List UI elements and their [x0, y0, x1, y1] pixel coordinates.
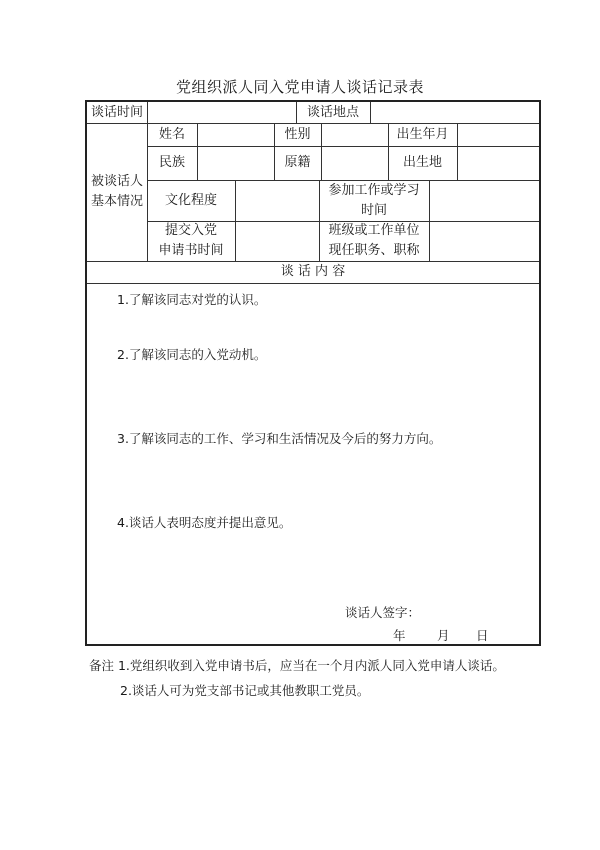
- talk-place-label: 谈话地点: [306, 104, 359, 120]
- note-2: 2.谈话人可为党支部书记或其他教职工党员。: [120, 683, 370, 698]
- work-start-time-label: [319, 180, 429, 221]
- unit-label-line2: 现任职务、职称: [328, 243, 420, 258]
- native-place-field[interactable]: [322, 146, 388, 180]
- interviewee-info-label: [87, 172, 147, 212]
- application-submit-time-field[interactable]: [236, 221, 319, 261]
- unit-position-field[interactable]: [430, 221, 539, 261]
- work-start-label-line2: 时间: [360, 202, 387, 218]
- interviewee-label-line2: 基本情况: [90, 194, 143, 209]
- application-submit-time-label: [147, 221, 235, 261]
- content-item-1: 1.了解该同志对党的认识。: [117, 292, 267, 307]
- ethnicity-label: 民族: [158, 155, 185, 170]
- row-divider: [87, 283, 539, 284]
- note-1: 备注 1.党组织收到入党申请书后，应当在一个月内派人同入党申请人谈话。: [89, 658, 505, 673]
- talk-time-label: 谈话时间: [90, 104, 143, 120]
- content-header: 谈 话 内 容: [280, 264, 346, 279]
- work-start-time-field[interactable]: [430, 180, 539, 221]
- native-place-label: 原籍: [284, 155, 311, 170]
- unit-position-label: [319, 221, 429, 261]
- content-item-3: 3.了解该同志的工作、学习和生活情况及今后的努力方向。: [117, 431, 442, 446]
- unit-label-line1: 班级或工作单位: [328, 223, 420, 238]
- gender-field[interactable]: [322, 123, 388, 146]
- birth-date-field[interactable]: [458, 123, 539, 146]
- content-item-2: 2.了解该同志的入党动机。: [117, 347, 267, 362]
- gender-label: 性别: [284, 126, 311, 142]
- education-label: 文化程度: [164, 192, 217, 208]
- submit-label-line1: 提交入党: [164, 223, 217, 238]
- name-field[interactable]: [198, 123, 274, 146]
- interviewee-label-line1: 被谈话人: [90, 174, 143, 189]
- talk-time-field[interactable]: [148, 102, 296, 123]
- birthplace-label: 出生地: [402, 155, 442, 170]
- interview-record-form: [85, 100, 541, 646]
- date-day-label: 日: [476, 628, 489, 643]
- date-year-label: 年: [393, 628, 406, 643]
- name-label: 姓名: [158, 126, 185, 142]
- date-month-label: 月: [437, 628, 450, 643]
- education-field[interactable]: [236, 180, 319, 221]
- birth-date-label: 出生年月: [396, 126, 449, 142]
- submit-label-line2: 申请书时间: [158, 243, 224, 258]
- ethnicity-field[interactable]: [198, 146, 274, 180]
- work-start-label-line1: 参加工作或学习: [328, 182, 420, 198]
- form-title: 党组织派人同入党申请人谈话记录表: [175, 78, 424, 96]
- birthplace-field[interactable]: [458, 146, 539, 180]
- talk-place-field[interactable]: [371, 102, 539, 123]
- content-item-4: 4.谈话人表明态度并提出意见。: [117, 515, 292, 530]
- signature-label: 谈话人签字：: [345, 605, 421, 620]
